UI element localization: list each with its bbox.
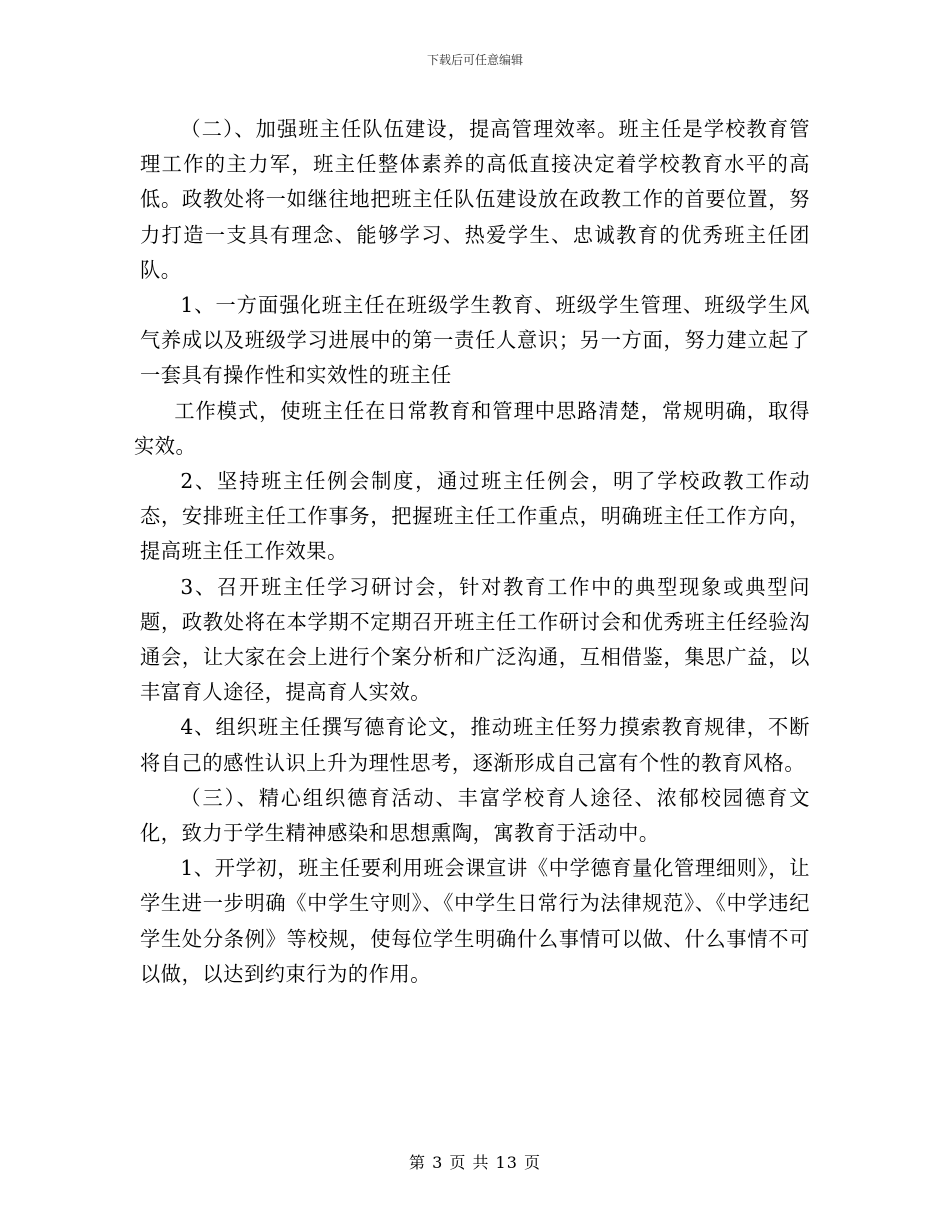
paragraph-item-4: 4、组织班主任撰写德育论文，推动班主任努力摸索教育规律，不断将自己的感性认识上升为理性思考，逐渐形成自己富有个性的教育风格。 bbox=[140, 715, 810, 775]
paragraph-section-two: （二）、加强班主任队伍建设，提高管理效率。班主任是学校教育管理工作的主力军，班主任整体素养的高低直接决定着学校教育水平的高低。政教处将一如继往地把班主任队伍建设放在政教工作的首要位置，努力打造一支具有理念、能够学习、热爱学生、忠诚教育的优秀班主任团队。 bbox=[140, 117, 810, 282]
paragraph-item-1-continued: 工作模式，使班主任在日常教育和管理中思路清楚，常规明确，取得实效。 bbox=[133, 398, 810, 458]
page-number: 第 3 页 共 13 页 bbox=[409, 1153, 541, 1172]
paragraph-item-1: 1、一方面强化班主任在班级学生教育、班级学生管理、班级学生风气养成以及班级学习进展中的第一责任人意识；另一方面，努力建立起了一套具有操作性和实效性的班主任 bbox=[140, 293, 810, 388]
paragraph-section-three-item-1: 1、开学初，班主任要利用班会课宣讲《中学德育量化管理细则》，让学生进一步明确《中学生守则》、《中学生日常行为法律规范》、《中学违纪学生处分条例》等校规，使每位学生明确什么事情可以做、什么事情不可以做，以达到约束行为的作用。 bbox=[140, 856, 810, 986]
paragraph-item-2: 2、坚持班主任例会制度，通过班主任例会，明了学校政教工作动态，安排班主任工作事务，把握班主任工作重点，明确班主任工作方向，提高班主任工作效果。 bbox=[140, 469, 810, 564]
document-body bbox=[133, 112, 810, 992]
paragraph-item-3: 3、召开班主任学习研讨会，针对教育工作中的典型现象或典型问题，政教处将在本学期不定期召开班主任工作研讨会和优秀班主任经验沟通会，让大家在会上进行个案分析和广泛沟通，互相借鉴，集思广益，以丰富育人途径，提高育人实效。 bbox=[140, 574, 810, 705]
header-note: 下载后可任意编辑 bbox=[426, 53, 523, 67]
paragraph-section-three: （三）、精心组织德育活动、丰富学校育人途径、浓郁校园德育文化，致力于学生精神感染和思想熏陶，寓教育于活动中。 bbox=[140, 785, 810, 846]
